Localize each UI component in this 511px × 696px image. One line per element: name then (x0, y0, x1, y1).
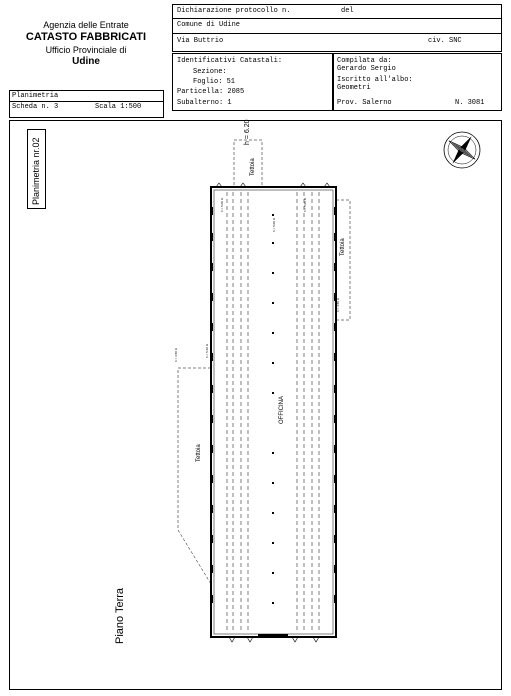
compiler-label: Compilata da: (337, 57, 392, 65)
comune-label: Comune di Udine (177, 21, 241, 29)
province-name: Udine (72, 56, 100, 67)
height-small-b: h = 5.00 m (220, 197, 224, 212)
office-label: Ufficio Provinciale di (45, 45, 127, 55)
agency-name: Agenzia delle Entrate (43, 20, 129, 30)
left-canopy (178, 368, 211, 584)
registration-number: N. 3081 (455, 99, 485, 107)
room-label-officina: OFFICINA (279, 396, 285, 424)
building-walls (211, 187, 336, 637)
compiler-name: Gerardo Sergio (337, 65, 396, 73)
height-top-label: h = 6.20 (244, 119, 251, 145)
catasto-title: CATASTO FABBRICATI (25, 31, 147, 43)
top-canopy-label: Tettoia (250, 158, 256, 176)
pillar-marks (272, 214, 274, 604)
civic-number: civ. SNC (428, 37, 462, 45)
particella-field: Particella: 2085 (177, 88, 245, 96)
subalterno-field: Subalterno: 1 (177, 99, 232, 107)
ids-title: Identificativi Catastali: (177, 57, 283, 65)
sezione-field: Sezione: (193, 68, 227, 76)
scale-label: Scala 1:500 (95, 103, 142, 111)
left-canopy-label: Tettoia (196, 444, 202, 462)
scheda-number: Scheda n. 3 (12, 103, 59, 111)
protocol-date-label: del (341, 7, 354, 15)
sheet-label: Planimetria nr.02 (31, 137, 41, 205)
height-small-a: h = 5.60 m (205, 343, 209, 358)
height-center-label: h = 5.00 m (272, 217, 276, 232)
right-canopy-label: Tettoia (340, 238, 346, 256)
compass-rose (444, 132, 480, 168)
foglio-field: Foglio: 51 (193, 78, 236, 86)
height-right-label: h = 4.50 m (336, 297, 340, 312)
floor-label: Piano Terra (114, 587, 126, 644)
province-field: Prov. Salerno (337, 99, 392, 107)
registration-label: Iscritto all'albo: (337, 76, 413, 84)
internal-dashed-lines (227, 192, 319, 632)
street-label: Via Buttrio (177, 37, 224, 45)
document-type: Planimetria (12, 92, 59, 100)
height-small-c: h = 5.00 m (303, 197, 307, 212)
height-left-label: h = 4.50 m (174, 347, 178, 362)
top-canopy (234, 140, 262, 187)
protocol-label: Dichiarazione protocollo n. (177, 7, 291, 15)
registry-name: Geometri (337, 84, 371, 92)
